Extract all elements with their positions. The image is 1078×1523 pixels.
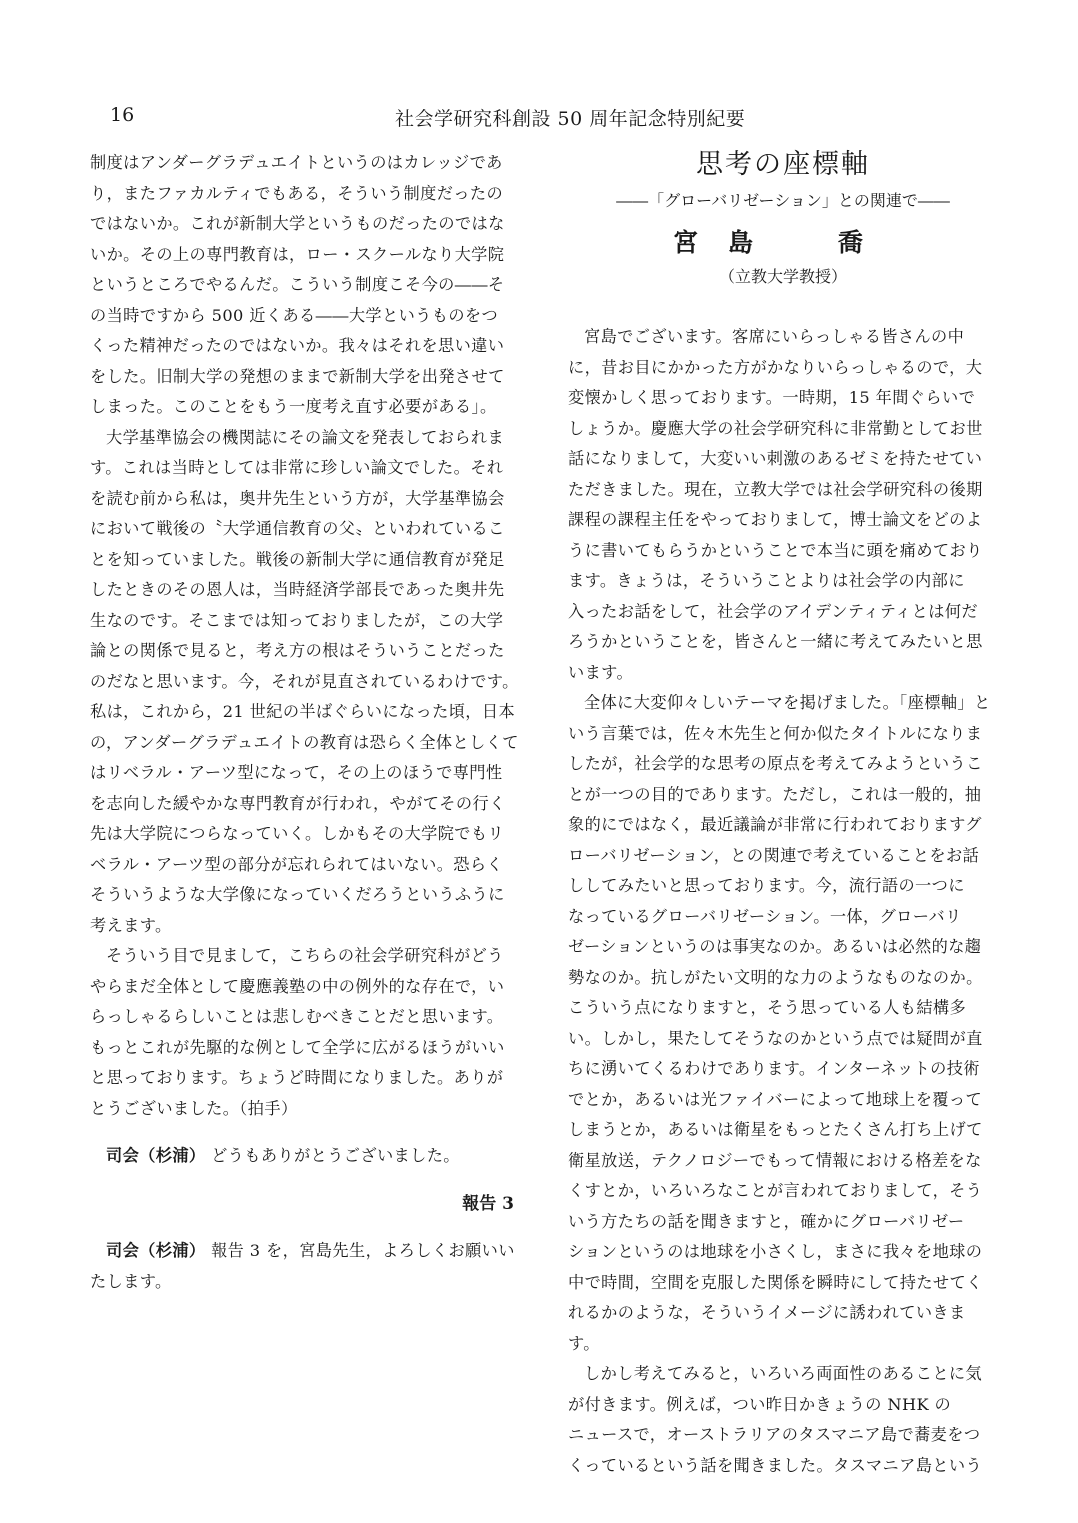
text-line: したが，社会学的な思考の原点を考えてみようというこ bbox=[568, 754, 983, 773]
article-title: 思考の座標軸 bbox=[696, 149, 870, 180]
text-line: 衛星放送，テクノロジーでもって情報における格差をな bbox=[568, 1150, 982, 1170]
text-line: ししてみたいと思っております。今，流行語の一つに bbox=[568, 876, 965, 895]
text-line: ベラル・アーツ型の部分が忘れられてはいない。恐らく bbox=[90, 854, 504, 874]
text-line: ちに湧いてくるわけであります。インターネットの技術 bbox=[568, 1059, 980, 1078]
text-line: ションというのは地球を小さくし，まさに我々を地球の bbox=[568, 1242, 983, 1261]
text-line: 全体に大変仰々しいテーマを掲げました。「座標軸」と bbox=[584, 693, 991, 712]
text-line: とを知っていました。戦後の新制大学に通信教育が発足 bbox=[90, 549, 505, 569]
text-line: たします。 bbox=[90, 1271, 172, 1291]
running-header: 社会学研究科創設 50 周年記念特別紀要 bbox=[395, 108, 746, 130]
text-line: 象的にではなく，最近議論が非常に行われておりますグ bbox=[568, 815, 982, 834]
text-line: らっしゃるらしいことは悲しむべきことだと思います。 bbox=[90, 1007, 504, 1026]
text-line: のだなと思います。今，それが見直されているわけです。 bbox=[90, 671, 519, 691]
text-line: 入ったお話をして，社会学のアイデンティティとは何だ bbox=[568, 601, 978, 621]
text-line: なっているグローバリゼーション。一体，グローバリ bbox=[568, 906, 962, 926]
text-line: 先は大学院につらなっていく。しかもその大学院でもリ bbox=[90, 824, 505, 843]
text-line: 生なのです。そこまでは知っておりましたが，この大学 bbox=[90, 610, 504, 630]
text-line: ゼーションというのは事実なのか。あるいは必然的な趨 bbox=[568, 937, 982, 956]
text-line: いか。その上の専門教育は，ロー・スクールなり大学院 bbox=[90, 244, 505, 264]
text-line: ニュースで，オーストラリアのタスマニア島で蕎麦をつ bbox=[568, 1425, 981, 1444]
text-line: はリベラル・アーツ型になって，その上のほうで専門性 bbox=[90, 763, 503, 782]
text-line: 中で時間，空間を克服した関係を瞬時にして持たせてく bbox=[568, 1272, 983, 1292]
text-line: い。しかし，果たしてそうなのかという点では疑問が直 bbox=[568, 1028, 983, 1048]
text-line: そういうような大学像になっていくだろうというふうに bbox=[90, 885, 505, 904]
author-affiliation: （立教大学教授） bbox=[718, 267, 847, 286]
text-line: 話になりまして，大変いい刺激のあるゼミを持たせてい bbox=[568, 449, 983, 468]
author-name: 宮島 喬 bbox=[672, 228, 893, 257]
text-line: と思っております。ちょうど時間になりました。ありが bbox=[90, 1068, 504, 1087]
text-line: 宮島でございます。客席にいらっしゃる皆さんの中 bbox=[584, 327, 965, 346]
text-line: いう言葉では，佐々木先生と何か似たタイトルになりま bbox=[568, 723, 983, 743]
text-line: の当時ですから 500 近くある――大学というものをつ bbox=[90, 305, 499, 325]
text-line: の，アンダーグラデュエイトの教育は恐らく全体としくて bbox=[90, 732, 519, 752]
page-number: 16 bbox=[110, 104, 135, 126]
text-line: 私は，これから，21 世紀の半ばぐらいになった頃，日本 bbox=[90, 702, 516, 721]
text-line: しまうとか，あるいは衛星をもっとたくさん打ち上げて bbox=[568, 1120, 983, 1139]
chair-speaker: 司会（杉浦） bbox=[106, 1146, 206, 1165]
text-line: す。 bbox=[568, 1333, 600, 1353]
text-line: とうございました。（拍手） bbox=[90, 1098, 298, 1118]
text-line: が付きます。例えば，つい昨日かきょうの NHK の bbox=[568, 1394, 952, 1414]
text-line: 考えます。 bbox=[90, 915, 172, 935]
chair-remark-text: どうもありがとうございました。 bbox=[211, 1146, 460, 1165]
section-heading: 報告 3 bbox=[462, 1193, 514, 1214]
text-line: というところでやるんだ。こういう制度こそ今の――そ bbox=[90, 275, 505, 294]
text-line: ただきました。現在，立教大学では社会学研究科の後期 bbox=[568, 479, 983, 499]
text-line: をした。旧制大学の発想のままで新制大学を出発させて bbox=[90, 366, 505, 386]
text-line: を読む前から私は，奥井先生という方が，大学基準協会 bbox=[90, 488, 505, 508]
text-line: くすとか，いろいろなことが言われておりまして，そう bbox=[568, 1181, 983, 1200]
text-line: り，またファカルティでもある，そういう制度だったの bbox=[90, 183, 504, 203]
text-line: しまった。このことをもう一度考え直す必要がある」。 bbox=[90, 397, 497, 416]
text-line: やらまだ全体として慶應義塾の中の例外的な存在で，い bbox=[90, 976, 505, 996]
text-line: を志向した緩やかな専門教育が行われ，やがてその行く bbox=[90, 793, 506, 813]
article-subtitle: ――「グローバリゼーション」との関連で―― bbox=[616, 191, 950, 210]
text-line: こういう点になりますと，そう思っている人も結構多 bbox=[568, 998, 967, 1017]
text-line: したときのその恩人は，当時経済学部長であった奥井先 bbox=[90, 580, 505, 599]
text-line: ではないか。これが新制大学というものだったのではな bbox=[90, 214, 505, 233]
text-line: しかし考えてみると，いろいろ両面性のあることに気 bbox=[584, 1364, 983, 1383]
text-line: 制度はアンダーグラデュエイトというのはカレッジであ bbox=[90, 153, 503, 172]
chair-remark bbox=[90, 1236, 520, 1267]
text-line: ます。きょうは，そういうことよりは社会学の内部に bbox=[568, 571, 965, 590]
text-line: います。 bbox=[568, 662, 634, 682]
chair-speaker: 司会（杉浦） bbox=[106, 1241, 206, 1260]
text-line: いう方たちの話を聞きますと，確かにグローバリゼー bbox=[568, 1211, 965, 1231]
text-line: とが一つの目的であります。ただし，これは一般的，抽 bbox=[568, 784, 982, 804]
text-line: もっとこれが先駆的な例として全学に広がるほうがいい bbox=[90, 1037, 505, 1057]
text-line: 大学基準協会の機関誌にその論文を発表しておられま bbox=[106, 427, 505, 447]
text-line: に，昔お目にかかった方がかなりいらっしゃるので，大 bbox=[568, 357, 983, 377]
text-line: そういう目で見まして，こちらの社会学研究科がどう bbox=[106, 946, 504, 965]
text-line: 変懐かしく思っております。一時期，15 年間ぐらいで bbox=[568, 388, 976, 407]
right-column bbox=[568, 148, 998, 1481]
text-line: れるかのような，そういうイメージに誘われていきま bbox=[568, 1303, 966, 1322]
left-column bbox=[90, 148, 520, 1297]
text-line: 論との関係で見ると，考え方の根はそういうことだった bbox=[90, 641, 505, 660]
text-line: す。これは当時としては非常に珍しい論文でした。それ bbox=[90, 458, 504, 477]
text-line: ローバリゼーション，との関連で考えていることをお話 bbox=[568, 845, 980, 865]
chair-remark-text: 報告 3 を，宮島先生，よろしくお願いい bbox=[211, 1241, 515, 1260]
text-line: 勢なのか。抗しがたい文明的な力のようなものなのか。 bbox=[568, 967, 983, 987]
text-line: うに書いてもらうかということで本当に頭を痛めており bbox=[568, 540, 983, 560]
text-line: くった精神だったのではないか。我々はそれを思い違い bbox=[90, 336, 505, 355]
text-line: でとか，あるいは光ファイバーによって地球上を覆って bbox=[568, 1089, 983, 1109]
text-line: 課程の課程主任をやっておりまして，博士論文をどのよ bbox=[568, 510, 983, 529]
text-line: くっているという話を聞きました。タスマニア島という bbox=[568, 1455, 983, 1475]
text-line: ろうかということを，皆さんと一緒に考えてみたいと思 bbox=[568, 632, 983, 651]
text-line: において戦後の〝大学通信教育の父〟といわれているこ bbox=[90, 519, 505, 538]
text-line: しょうか。慶應大学の社会学研究科に非常勤としてお世 bbox=[568, 418, 983, 438]
chair-remark bbox=[90, 1141, 520, 1172]
